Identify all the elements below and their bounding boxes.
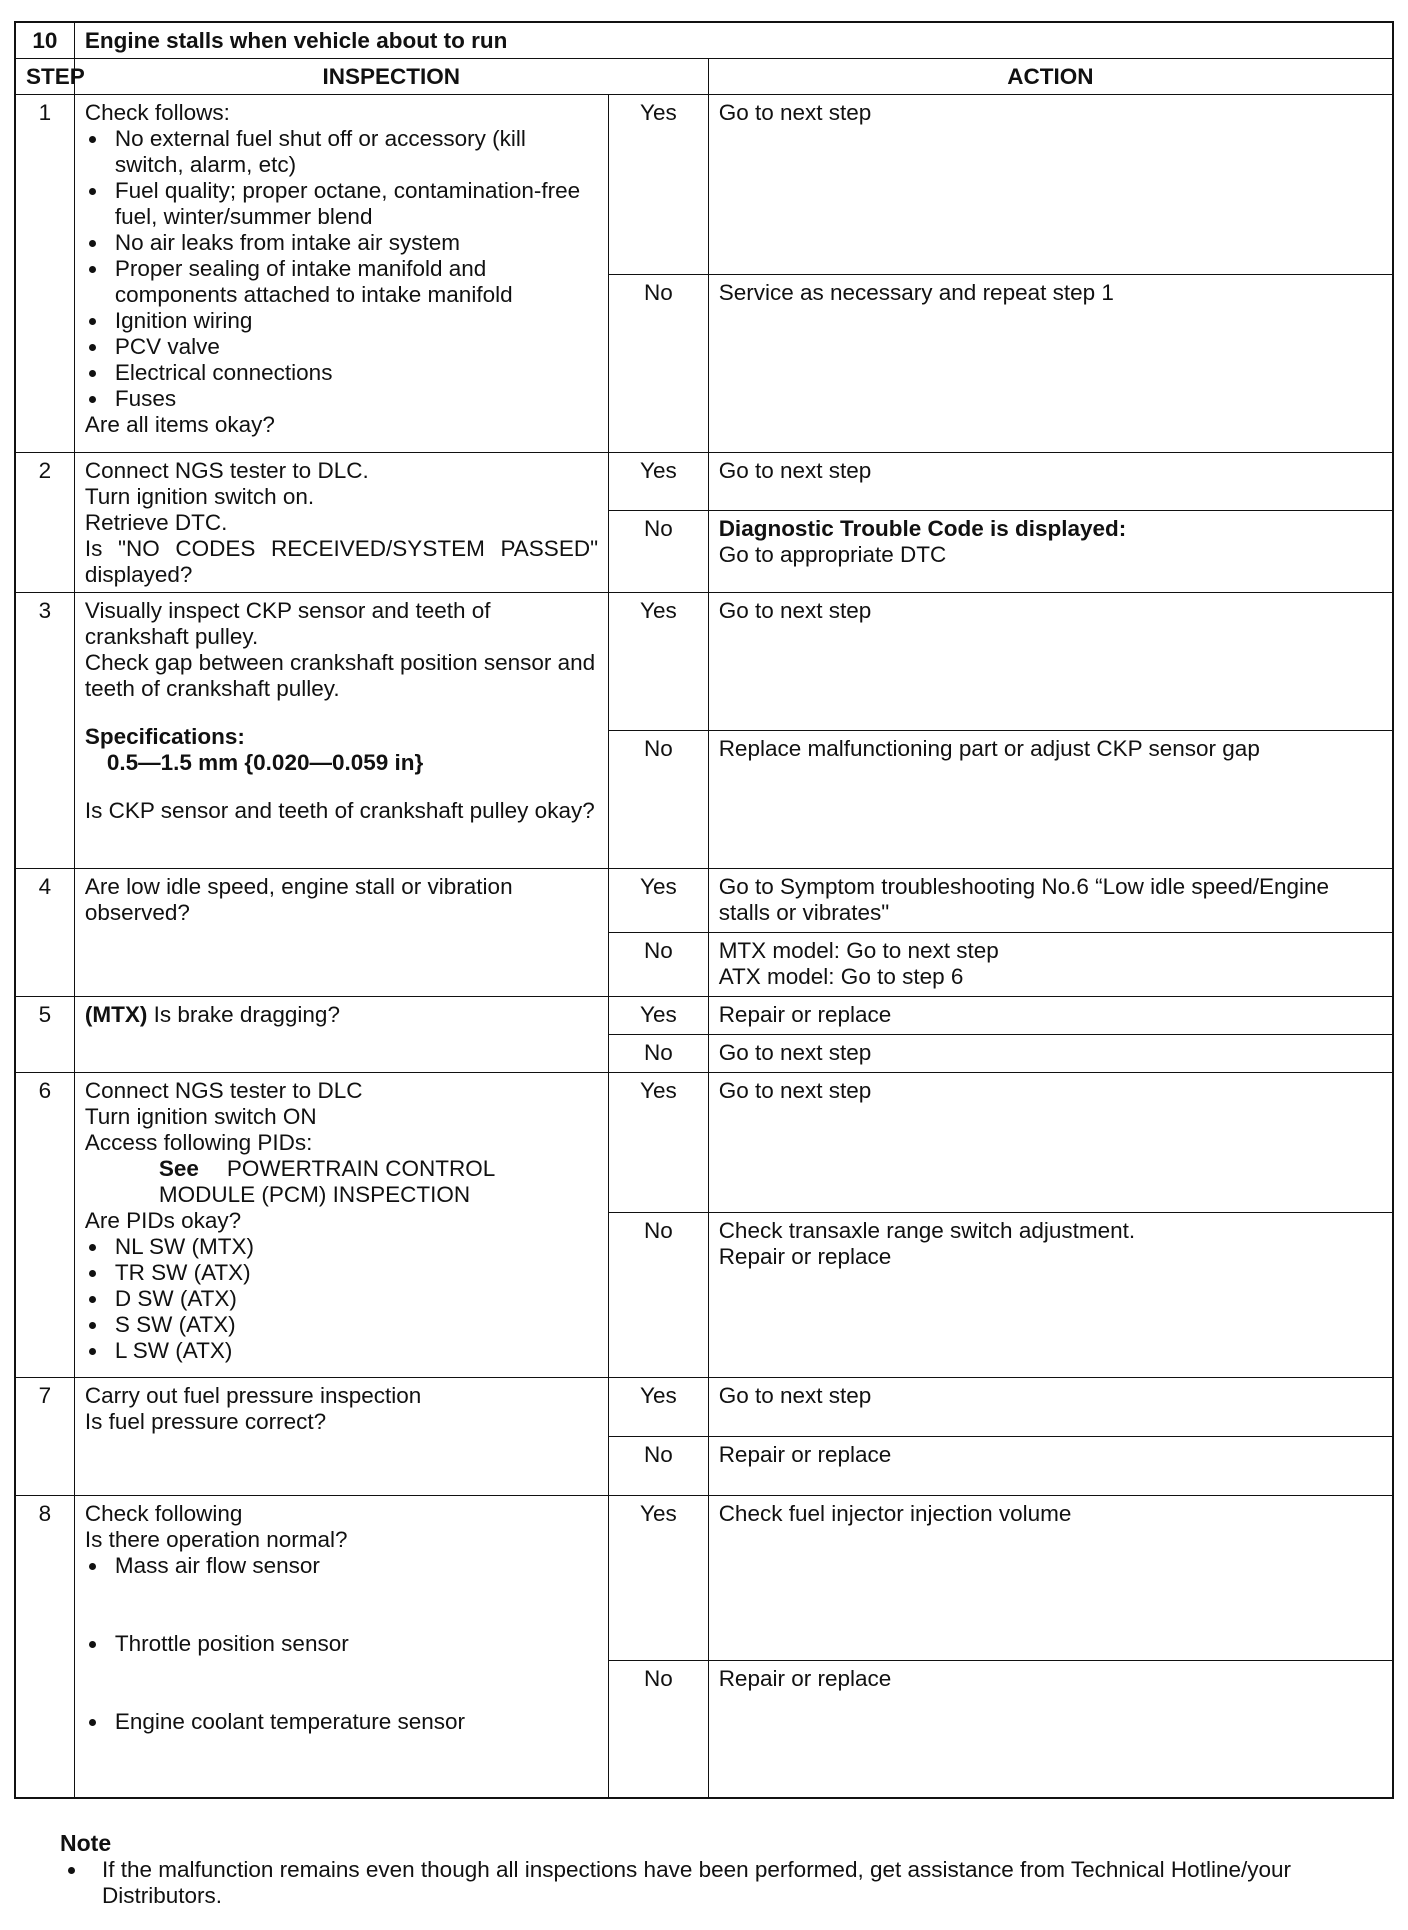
inspection-question: Is "NO CODES RECEIVED/SYSTEM PASSED" displayed? bbox=[84, 536, 599, 587]
step-row bbox=[15, 95, 1393, 275]
sensor-list bbox=[85, 1553, 598, 1735]
step-number: 2 bbox=[15, 453, 74, 593]
step-number: 7 bbox=[15, 1378, 74, 1496]
no-action: Repair or replace bbox=[708, 1437, 1393, 1496]
spec-title: Specifications: bbox=[84, 724, 245, 749]
see-label: See bbox=[158, 1156, 199, 1181]
step-inspection bbox=[74, 95, 608, 453]
no-label: No bbox=[609, 1661, 709, 1798]
no-label: No bbox=[609, 1035, 709, 1073]
mtx-prefix: (MTX) bbox=[84, 1002, 148, 1027]
yes-label: Yes bbox=[609, 1378, 709, 1437]
inspection-line: Connect NGS tester to DLC. bbox=[84, 458, 369, 483]
yes-label: Yes bbox=[609, 453, 709, 511]
step-row bbox=[15, 1073, 1393, 1213]
step-row bbox=[15, 869, 1393, 933]
inspection-line: Retrieve DTC. bbox=[84, 510, 228, 535]
list-item: Mass air flow sensor bbox=[85, 1553, 598, 1579]
yes-action: Go to next step bbox=[708, 453, 1393, 511]
step-inspection bbox=[74, 997, 608, 1073]
list-item: Engine coolant temperature sensor bbox=[85, 1709, 598, 1735]
no-action bbox=[708, 511, 1393, 593]
see-reference bbox=[85, 1156, 598, 1182]
inspection-question: Are PIDs okay? bbox=[84, 1208, 242, 1233]
no-label: No bbox=[609, 1437, 709, 1496]
pid-list bbox=[85, 1234, 598, 1364]
step-row bbox=[15, 997, 1393, 1035]
list-item: L SW (ATX) bbox=[85, 1338, 598, 1364]
list-item: Proper sealing of intake manifold and components attached to intake manifold bbox=[85, 256, 598, 308]
list-item: No external fuel shut off or accessory (kill switch, alarm, etc) bbox=[85, 126, 598, 178]
header-step: STEP bbox=[15, 59, 74, 95]
list-item: Fuses bbox=[85, 386, 598, 412]
no-action-line: Check transaxle range switch adjustment. bbox=[718, 1218, 1136, 1243]
no-action: Service as necessary and repeat step 1 bbox=[708, 275, 1393, 453]
note-text: If the malfunction remains even though all inspections have been performed, get assistance from Technical Hotline/your Distributors. bbox=[60, 1857, 1360, 1909]
list-item: S SW (ATX) bbox=[85, 1312, 598, 1338]
list-item: PCV valve bbox=[85, 334, 598, 360]
inspection-intro: Check follows: bbox=[84, 100, 230, 125]
no-label: No bbox=[609, 275, 709, 453]
note-title: Note bbox=[60, 1830, 112, 1856]
step-inspection bbox=[74, 1073, 608, 1378]
step-inspection bbox=[74, 593, 608, 869]
inspection-question: Is brake dragging? bbox=[147, 1002, 340, 1027]
check-list bbox=[85, 126, 598, 412]
procedure-title: Engine stalls when vehicle about to run bbox=[74, 22, 1393, 59]
yes-action: Go to next step bbox=[708, 1073, 1393, 1213]
no-action: Repair or replace bbox=[708, 1661, 1393, 1798]
inspection-question: Are all items okay? bbox=[84, 412, 275, 437]
list-item: TR SW (ATX) bbox=[85, 1260, 598, 1286]
list-item: No air leaks from intake air system bbox=[85, 230, 598, 256]
see-text: POWERTRAIN CONTROL bbox=[226, 1156, 496, 1181]
title-row bbox=[15, 22, 1393, 59]
step-number: 1 bbox=[15, 95, 74, 453]
yes-label: Yes bbox=[609, 593, 709, 731]
inspection-line: Access following PIDs: bbox=[84, 1130, 313, 1155]
yes-label: Yes bbox=[609, 95, 709, 275]
step-number: 4 bbox=[15, 869, 74, 997]
note-section bbox=[60, 1830, 1360, 1909]
no-label: No bbox=[609, 1213, 709, 1378]
yes-action: Go to next step bbox=[708, 95, 1393, 275]
step-inspection bbox=[74, 1378, 608, 1496]
list-item: Ignition wiring bbox=[85, 308, 598, 334]
no-action-line: MTX model: Go to next step bbox=[718, 938, 999, 963]
no-label: No bbox=[609, 511, 709, 593]
spec-value: 0.5—1.5 mm {0.020—0.059 in} bbox=[106, 750, 424, 775]
step-inspection: Are low idle speed, engine stall or vibration observed? bbox=[74, 869, 608, 997]
inspection-line: Connect NGS tester to DLC bbox=[84, 1078, 363, 1103]
no-action: Go to next step bbox=[708, 1035, 1393, 1073]
yes-label: Yes bbox=[609, 869, 709, 933]
step-number: 5 bbox=[15, 997, 74, 1073]
diagnostic-table bbox=[14, 21, 1394, 1799]
no-action-text: Go to appropriate DTC bbox=[718, 542, 947, 567]
yes-action: Go to next step bbox=[708, 593, 1393, 731]
yes-action: Go to next step bbox=[708, 1378, 1393, 1437]
inspection-line: Turn ignition switch ON bbox=[84, 1104, 317, 1129]
no-action: Replace malfunctioning part or adjust CKP sensor gap bbox=[708, 731, 1393, 869]
step-number: 8 bbox=[15, 1496, 74, 1798]
yes-action: Check fuel injector injection volume bbox=[708, 1496, 1393, 1661]
no-action bbox=[708, 1213, 1393, 1378]
list-item: NL SW (MTX) bbox=[85, 1234, 598, 1260]
no-label: No bbox=[609, 731, 709, 869]
step-row bbox=[15, 1496, 1393, 1661]
step-number: 3 bbox=[15, 593, 74, 869]
inspection-line: Check following bbox=[84, 1501, 243, 1526]
step-number: 6 bbox=[15, 1073, 74, 1378]
yes-action: Repair or replace bbox=[708, 997, 1393, 1035]
yes-label: Yes bbox=[609, 1496, 709, 1661]
list-item: Fuel quality; proper octane, contamination-free fuel, winter/summer blend bbox=[85, 178, 598, 230]
step-row bbox=[15, 453, 1393, 511]
no-action-line: Repair or replace bbox=[718, 1244, 892, 1269]
inspection-question: Is CKP sensor and teeth of crankshaft pulley okay? bbox=[84, 798, 595, 823]
step-inspection bbox=[74, 1496, 608, 1798]
step-row bbox=[15, 593, 1393, 731]
list-item: Electrical connections bbox=[85, 360, 598, 386]
inspection-line: Carry out fuel pressure inspection bbox=[84, 1383, 422, 1408]
no-action-line: ATX model: Go to step 6 bbox=[718, 964, 964, 989]
list-item: Throttle position sensor bbox=[85, 1631, 598, 1657]
inspection-question: Is fuel pressure correct? bbox=[84, 1409, 327, 1434]
note-list bbox=[60, 1857, 1360, 1909]
procedure-number: 10 bbox=[15, 22, 74, 59]
inspection-line: Check gap between crankshaft position sensor and teeth of crankshaft pulley. bbox=[84, 650, 596, 701]
header-inspection: INSPECTION bbox=[74, 59, 708, 95]
step-row bbox=[15, 1378, 1393, 1437]
header-action: ACTION bbox=[708, 59, 1393, 95]
inspection-line: Visually inspect CKP sensor and teeth of crankshaft pulley. bbox=[84, 598, 491, 649]
header-row bbox=[15, 59, 1393, 95]
no-label: No bbox=[609, 933, 709, 997]
yes-label: Yes bbox=[609, 997, 709, 1035]
no-action-heading: Diagnostic Trouble Code is displayed: bbox=[718, 516, 1127, 541]
inspection-question: Is there operation normal? bbox=[84, 1527, 348, 1552]
see-reference-cont: MODULE (PCM) INSPECTION bbox=[158, 1182, 471, 1207]
step-inspection bbox=[74, 453, 608, 593]
list-item: D SW (ATX) bbox=[85, 1286, 598, 1312]
yes-label: Yes bbox=[609, 1073, 709, 1213]
inspection-line: Turn ignition switch on. bbox=[84, 484, 315, 509]
no-action bbox=[708, 933, 1393, 997]
yes-action: Go to Symptom troubleshooting No.6 “Low idle speed/Engine stalls or vibrates" bbox=[708, 869, 1393, 933]
